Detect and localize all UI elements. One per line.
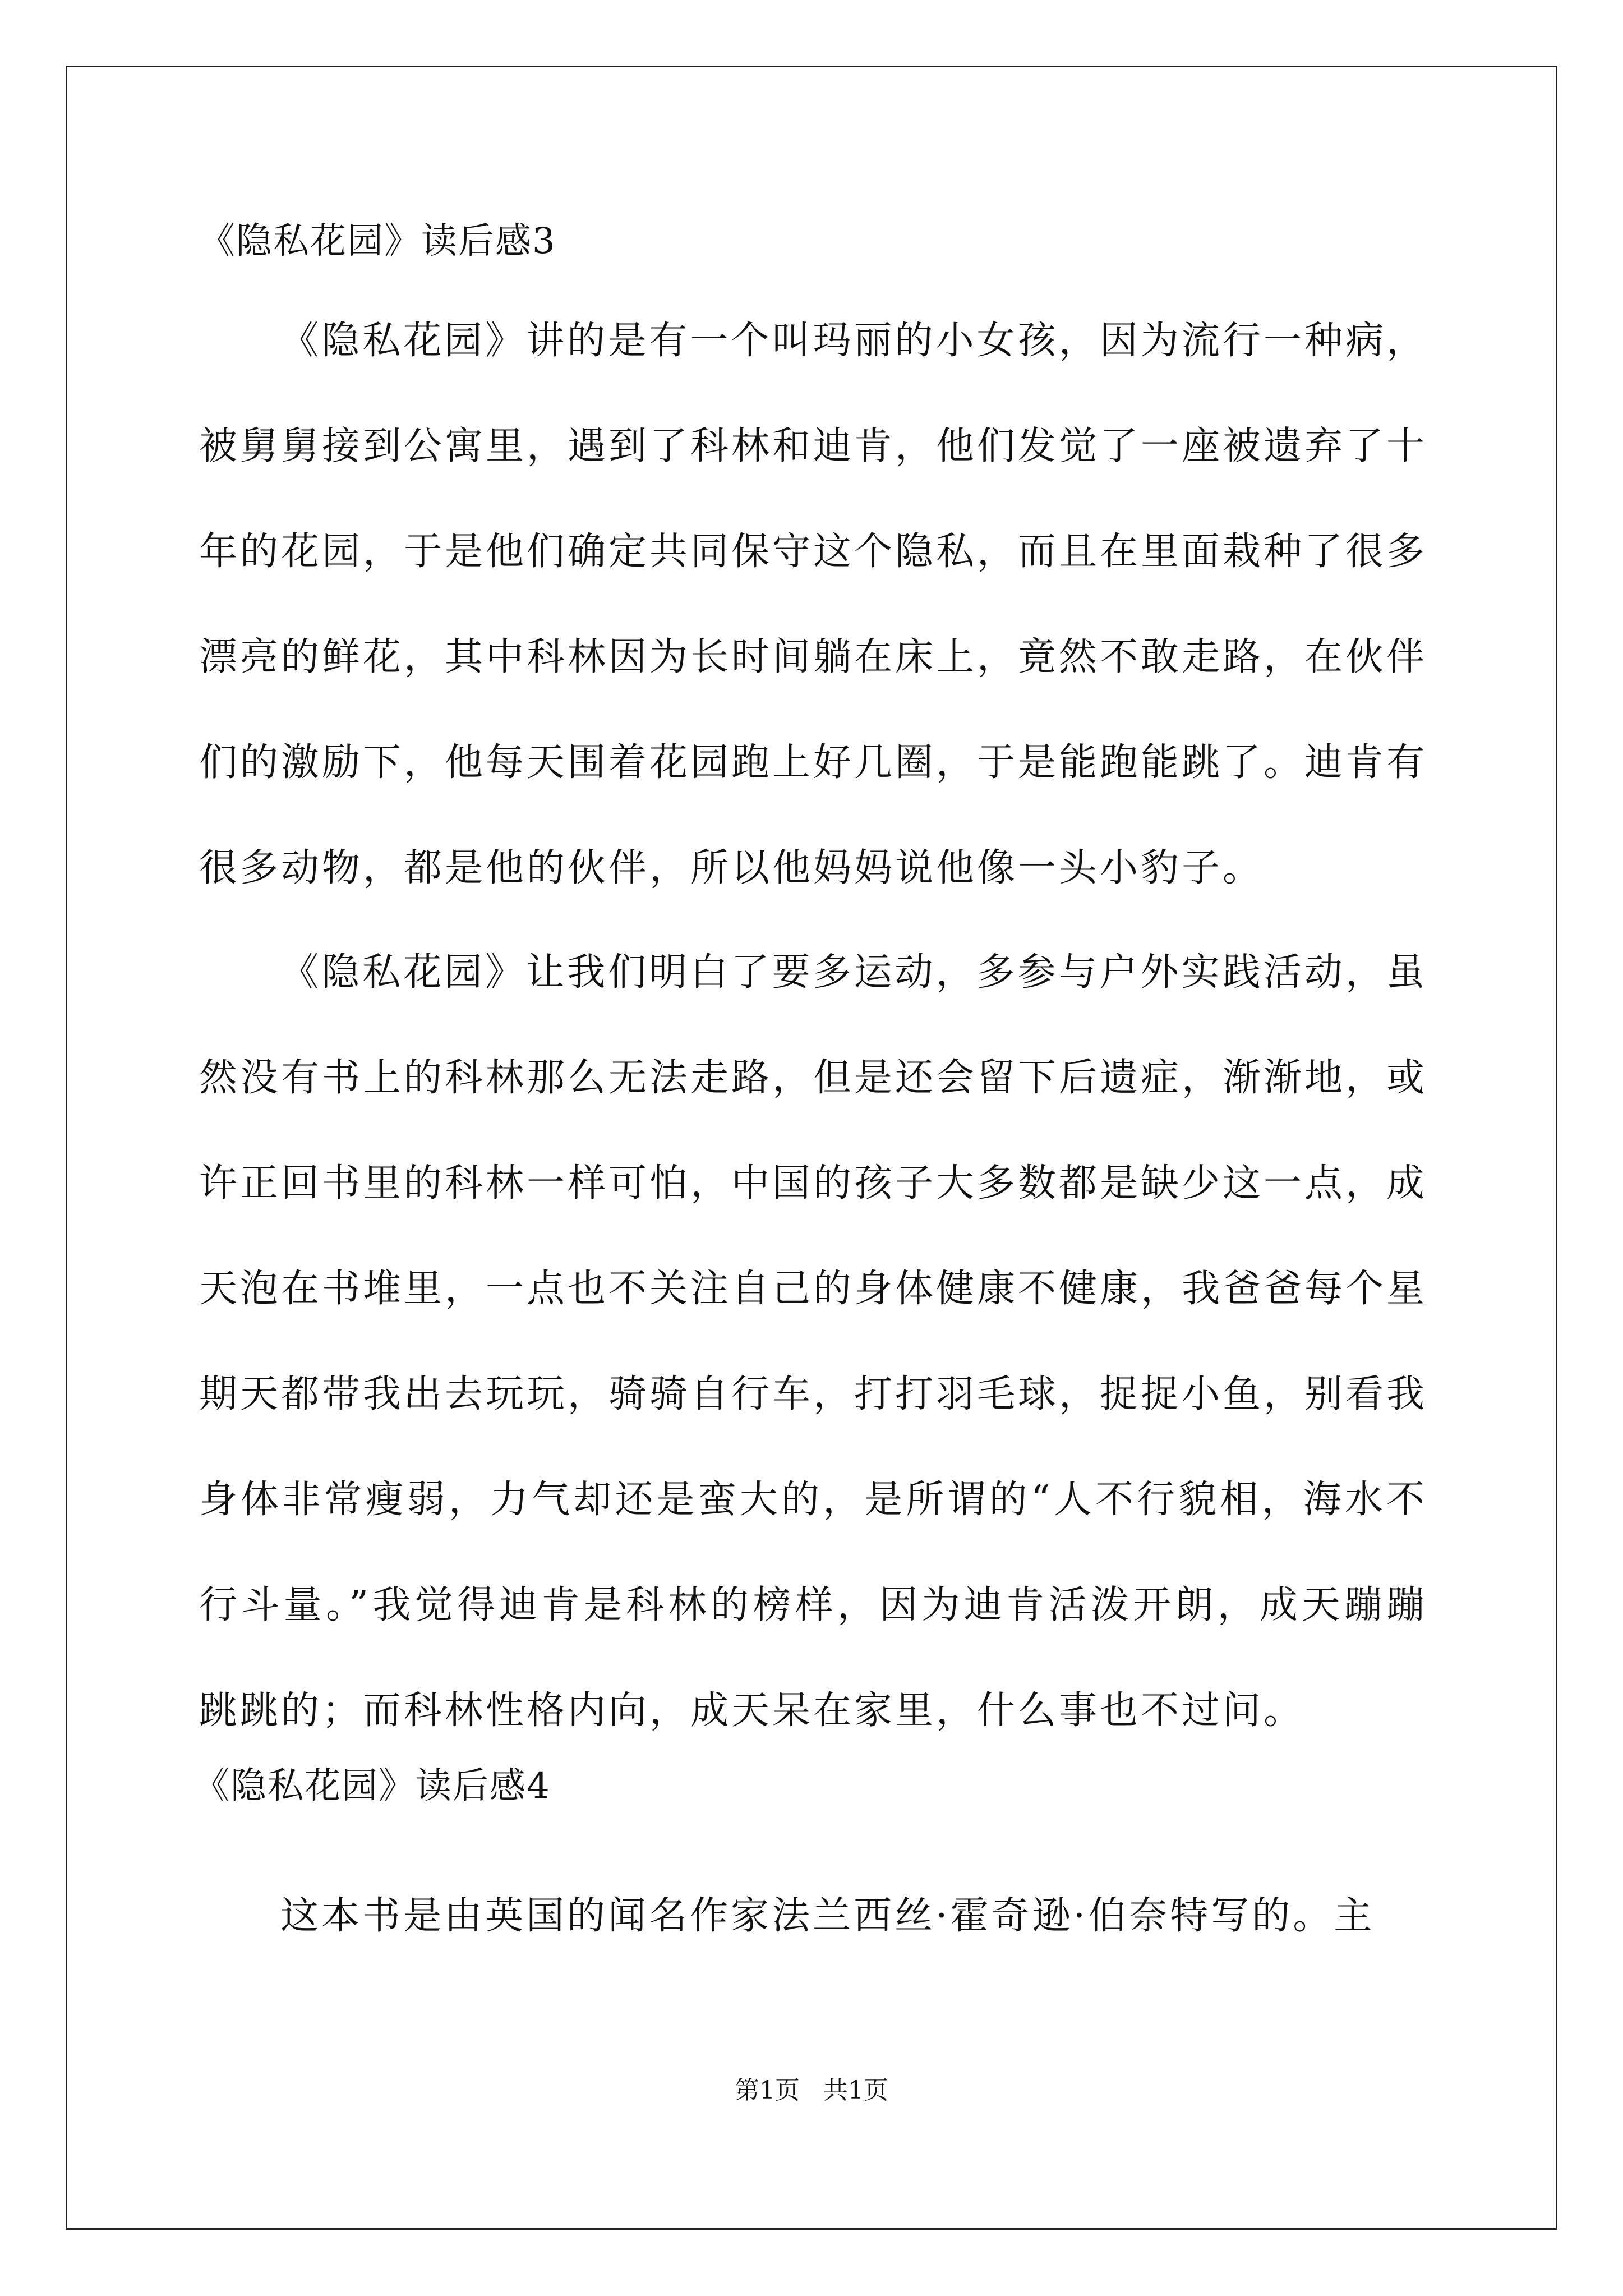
page-footer: 第1页 共1页 — [735, 2076, 888, 2105]
paragraph-reflection: 《隐私花园》让我们明白了要多运动，多参与户外实践活动，虽然没有书上的科林那么无法走路，但是还会留下后遗症，渐渐地，或许正回书里的科林一样可怕，中国的孩子大多数都是缺少这一点，成天泡在书堆里，一点也不关注自己的身体健康不健康，我爸爸每个星期天都带我出去玩玩，骑骑自行车，打打羽毛球，捉捉小鱼，别看我身体非常瘦弱，力气却还是蛮大的，是所谓的“人不行貌相，海水不行斗量。”我觉得迪肯是科林的榜样，因为迪肯活泼开朗，成天蹦蹦跳跳的；而科林性格内向，成天呆在家里，什么事也不过问。 — [199, 950, 1428, 1733]
document-body — [193, 219, 1428, 1969]
paragraph-intro: 这本书是由英国的闻名作家法兰西丝·霍奇逊·伯奈特写的。主 — [280, 1894, 1375, 1938]
section-heading-4: 《隐私花园》读后感4 — [193, 1765, 551, 1807]
paragraph-summary: 《隐私花园》讲的是有一个叫玛丽的小女孩，因为流行一种病，被舅舅接到公寓里，遇到了科林和迪肯，他们发觉了一座被遗弃了十年的花园，于是他们确定共同保守这个隐私，而且在里面栽种了很多漂亮的鲜花，其中科林因为长时间躺在床上，竟然不敢走路，在伙伴们的激励下，他每天围着花园跑上好几圈，于是能跑能跳了。迪肯有很多动物，都是他的伙伴，所以他妈妈说他像一头小豹子。 — [199, 319, 1428, 890]
section-heading-3: 《隐私花园》读后感3 — [199, 220, 556, 262]
